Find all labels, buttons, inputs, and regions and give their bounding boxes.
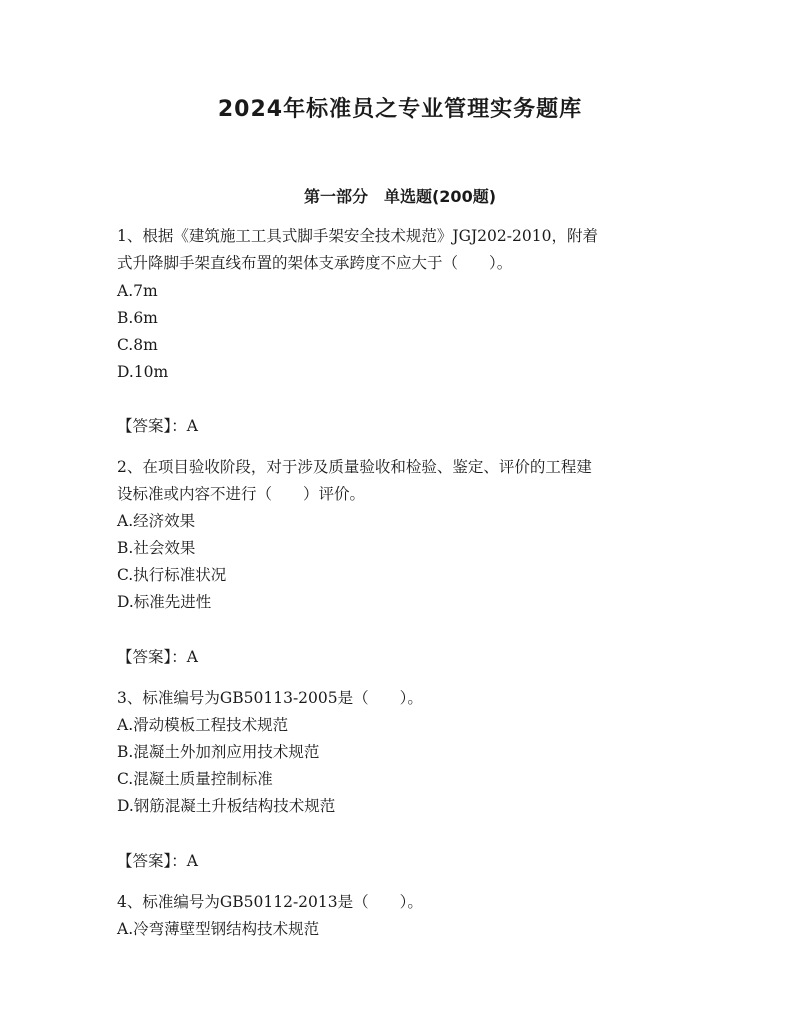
question-2-answer: 【答案】：A [117, 648, 198, 666]
question-3-answer: 【答案】：A [117, 852, 198, 870]
question-3-option-c: C.混凝土质量控制标准 [117, 770, 273, 788]
question-2-option-b: B.社会效果 [117, 539, 196, 557]
question-3-option-d: D.钢筋混凝土升板结构技术规范 [117, 797, 336, 815]
question-2-option-a: A.经济效果 [117, 512, 196, 530]
question-1-option-c: C.8m [117, 336, 158, 354]
question-3-option-b: B.混凝土外加剂应用技术规范 [117, 743, 320, 761]
question-2-option-d: D.标准先进性 [117, 593, 212, 611]
question-3-option-a: A.滑动模板工程技术规范 [117, 716, 289, 734]
question-4-stem-line-1: 4、标准编号为GB50112-2013是（ ）。 [117, 893, 423, 911]
section-heading: 第一部分 单选题(200题) [303, 187, 497, 206]
question-1-answer: 【答案】：A [117, 417, 198, 435]
question-1-stem-line-1: 1、根据《建筑施工工具式脚手架安全技术规范》JGJ202-2010，附着 [117, 227, 598, 245]
question-2-stem-line-2: 设标准或内容不进行（ ）评价。 [117, 485, 366, 503]
question-2-stem-line-1: 2、在项目验收阶段，对于涉及质量验收和检验、鉴定、评价的工程建 [117, 458, 592, 476]
question-4-option-a: A.冷弯薄壁型钢结构技术规范 [117, 920, 320, 938]
question-1-option-a: A.7m [117, 282, 158, 300]
document-title: 2024年标准员之专业管理实务题库 [217, 97, 583, 122]
question-1-option-d: D.10m [117, 363, 169, 381]
question-1-option-b: B.6m [117, 309, 158, 327]
question-1-stem-line-2: 式升降脚手架直线布置的架体支承跨度不应大于（ ）。 [117, 254, 513, 272]
question-2-option-c: C.执行标准状况 [117, 566, 227, 584]
question-3-stem-line-1: 3、标准编号为GB50113-2005是（ ）。 [117, 689, 423, 707]
